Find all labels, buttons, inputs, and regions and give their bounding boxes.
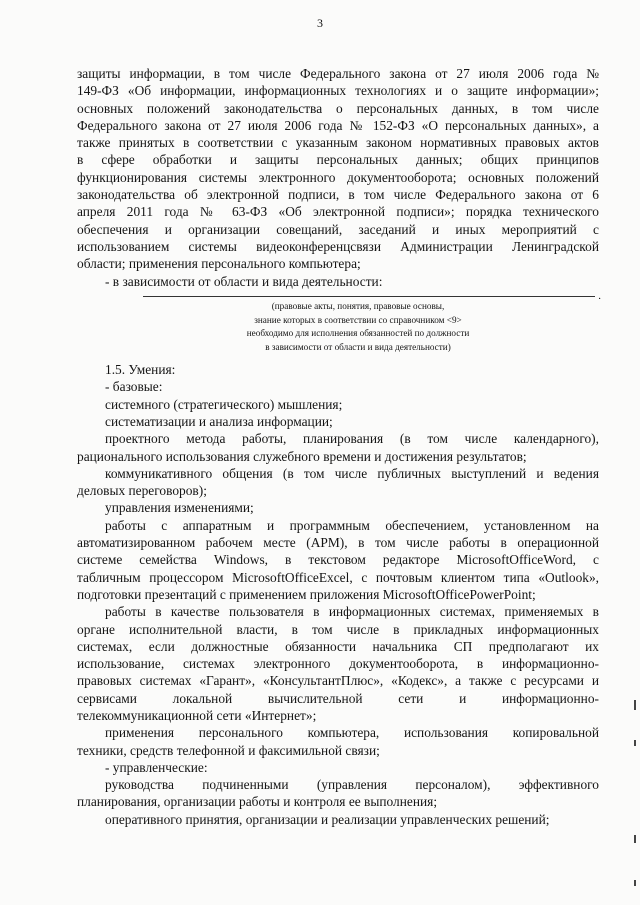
text-line: телекоммуникационной сети «Интернет»; <box>77 707 317 723</box>
text-line: проектного метода работы, планирования (в том числе календарного), <box>105 431 599 447</box>
skill-item <box>77 776 599 811</box>
text-line: функционирования системы электронного документооборота; основных положений <box>77 169 599 185</box>
text-line: коммуникативного общения (в том числе публичных выступлений и ведения <box>105 465 599 481</box>
skill-item <box>77 724 599 759</box>
text-line: сервисами локальной вычислительной сети и информационно- <box>77 690 599 706</box>
fill-in-caption <box>117 300 599 355</box>
text-line: основных положений законодательства о персональных данных, в том числе <box>77 100 599 116</box>
caption-line: необходимо для исполнения обязанностей по должности <box>246 328 470 339</box>
text-line: рационального использования служебного времени и достижения результатов; <box>77 448 527 464</box>
skill-item: систематизации и анализа информации; <box>105 413 333 429</box>
skill-item: управления изменениями; <box>105 500 254 516</box>
scan-edge-mark <box>634 880 636 886</box>
scan-edge-mark <box>634 740 636 746</box>
caption-line: знание которых в соответствии со справочником <9> <box>254 314 462 325</box>
knowledge-paragraph <box>77 65 599 273</box>
text-line: законодательства об электронной подписи, в том числе Федерального закона от 6 <box>77 187 599 203</box>
text-line: применения персонального компьютера, использования копировальной <box>105 725 599 741</box>
text-line: работы с аппаратным и программным обеспечением, установленном на <box>105 517 599 533</box>
text-line: автоматизированном рабочем месте (АРМ), в том числе работы в операционной <box>77 535 599 551</box>
basic-skills-heading: - базовые: <box>105 379 163 395</box>
caption-line: (правовые акты, понятия, правовые основы, <box>271 300 445 311</box>
text-line: Федерального закона от 27 июля 2006 года № 152-ФЗ «О персональных данных», а <box>77 117 599 133</box>
management-skills-heading: - управленческие: <box>105 759 208 775</box>
text-line: обеспечения и организации совещаний, заседаний и иных мероприятий с <box>77 221 599 237</box>
text-line: руководства подчиненными (управления персоналом), эффективного <box>105 777 599 793</box>
skill-item: оперативного принятия, организации и реализации управленческих решений; <box>105 811 550 827</box>
text-line: апреля 2011 года № 63-ФЗ «Об электронной подписи»; порядка технического <box>77 204 599 220</box>
skill-item <box>77 465 599 500</box>
skill-item: системного (стратегического) мышления; <box>105 396 343 412</box>
text-line: техники, средств телефонной и факсимильной связи; <box>77 742 380 758</box>
document-body <box>77 65 599 828</box>
scan-edge-mark <box>634 835 636 843</box>
skill-item <box>77 517 599 603</box>
text-line: планирования, организации работы и контроля ее выполнения; <box>77 794 438 810</box>
text-line: защиты информации, в том числе Федерального закона от 27 июля 2006 года № <box>77 66 599 81</box>
text-line: подготовки презентаций с применением приложения MicrosoftOfficePowerPoint; <box>77 586 536 602</box>
text-line: также принятых в соответствии с указанным законом нормативных правовых актов <box>77 135 599 151</box>
text-line: системах, если должностные обязанности начальника СП предполагают их <box>77 638 599 654</box>
text-line: работы в качестве пользователя в информационных системах, применяемых в <box>105 604 599 620</box>
skill-item <box>77 430 599 465</box>
fill-in-block <box>77 289 601 355</box>
dependency-line: - в зависимости от области и вида деятельности: <box>105 273 383 289</box>
page-number: 3 <box>317 16 323 30</box>
text-line: органе исполнительной власти, в том числе в прикладных информационных <box>77 621 599 637</box>
text-line: 149-ФЗ «Об информации, информационных технологиях и о защите информации»; <box>77 83 599 99</box>
text-line: области; применения персонального компьютера; <box>77 256 361 272</box>
skills-heading: 1.5. Умения: <box>105 362 176 378</box>
caption-line: в зависимости от области и вида деятельности) <box>265 342 451 353</box>
fill-in-line: . <box>143 296 595 297</box>
scan-edge-mark <box>634 700 636 710</box>
text-line: табличным процессором MicrosoftOfficeExcel, с почтовым клиентом типа «Outlook», <box>77 569 599 585</box>
text-line: деловых переговоров); <box>77 483 207 499</box>
text-line: использование, системах электронного документооборота, в информационно- <box>77 656 599 672</box>
text-line: в сфере обработки и защиты персональных данных; общих принципов <box>77 152 599 168</box>
skill-item <box>77 603 599 724</box>
text-line: системе семейства Windows, в текстовом редакторе MicrosoftOfficeWord, с <box>77 552 599 568</box>
text-line: правовых системах «Гарант», «КонсультантПлюс», «Кодекс», а также с ресурсами и <box>77 673 599 689</box>
text-line: использованием системы видеоконференцсвязи Администрации Ленинградской <box>77 238 599 254</box>
